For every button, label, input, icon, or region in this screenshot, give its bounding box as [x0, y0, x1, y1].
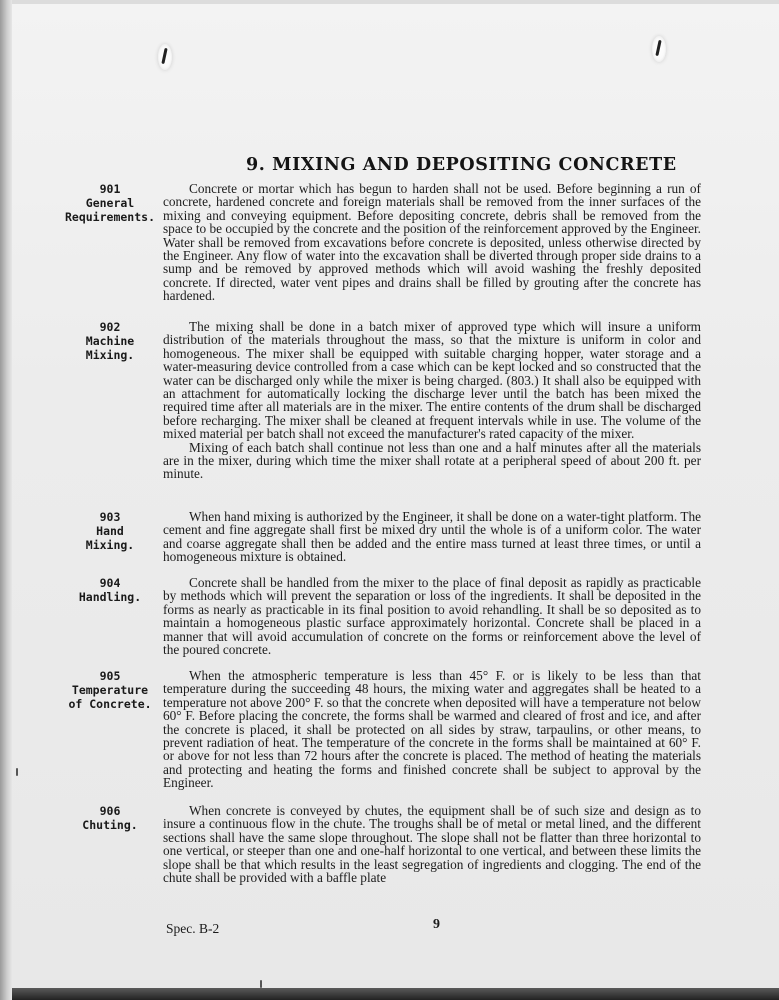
section-number: 903: [99, 510, 121, 524]
section-number: 901: [99, 182, 121, 196]
section-number: 905: [99, 669, 121, 683]
section-label-line2: of Concrete.: [68, 697, 152, 711]
section-side-heading: [60, 669, 160, 711]
section-label-line2: Mixing.: [85, 348, 135, 362]
paragraph: Mixing of each batch shall continue not less than one and a half minutes after all the materials are in the mixer, during which time the mixer shall rotate at a peripheral speed of about 200 ft. per minute.: [163, 439, 701, 482]
paragraph: Concrete or mortar which has begun to harden shall not be used. Before beginning a run of concrete, hardened concrete and foreign materials shall be removed from the inner surfaces of the mixing and conveying equipment. Before depositing concrete, debris shall be removed from the space to be occupied by the concrete and the position of the reinforcement approved by the Engineer. Water shall be removed from excavations before concrete is deposited, unless otherwise directed by the Engineer. Any flow of water into the excavation shall be diverted through proper side drains to a sump and be removed by approved methods which will avoid washing the freshly deposited concrete. If directed, water vent pipes and drains shall be filled by grouting after the concrete has hardened.: [163, 181, 701, 304]
scan-speck: [16, 768, 18, 776]
section-side-heading: [60, 182, 160, 224]
chapter-title: 9. MIXING AND DEPOSITING CONCRETE: [246, 155, 677, 175]
section-side-heading: [60, 320, 160, 362]
section-body: [163, 669, 701, 790]
footer-spec-label: Spec. B-2: [166, 921, 220, 936]
paragraph: When the atmospheric temperature is less than 45° F. or is likely to be less than that temperature during the succeeding 48 hours, the mixing water and aggregates shall be heated to a temperature not above 200° F. so that the concrete when deposited will have a temperature not below 60° F. Before placing the concrete, the forms shall be warmed and cleared of frost and ice, and after the concrete is placed, it shall be protected on all sides by straw, tarpaulins, or other means, to prevent radiation of heat. The temperature of the concrete in the forms shall be maintained at 60° F. or above for not less than 72 hours after the concrete is placed. The method of heating the materials and protecting and heating the forms and finished concrete shall be subject to approval by the Engineer.: [163, 668, 701, 791]
section-label-line1: Chuting.: [82, 818, 138, 832]
paragraph: The mixing shall be done in a batch mixer of approved type which will insure a uniform distribution of the materials throughout the mass, so that the mixture is uniform in color and homogeneous. The mixer shall be equipped with suitable charging hopper, water storage and a water-measuring device controlled from a case which can be kept locked and so constructed that the water can be discharged only while the mixer is being charged. (803.) It shall also be equipped with an attachment for automatically locking the discharge lever until the batch has been mixed the required time after all materials are in the mixer. The entire contents of the drum shall be discharged before recharging. The mixer shall be cleaned at frequent intervals while in use. The volume of the mixed material per batch shall not exceed the manufacturer's rated capacity of the mixer.: [163, 319, 701, 442]
section-number: 902: [99, 320, 121, 334]
section-label-line1: Temperature: [71, 683, 149, 697]
paragraph: When concrete is conveyed by chutes, the equipment shall be of such size and design as to insure a continuous flow in the chute. The troughs shall be of metal or metal lined, and the different sections shall have the same slope throughout. The slope shall not be flatter than three horizontal to one vertical, or steeper than one and one-half horizontal to one vertical, and between these limits the slope shall be that which results in the least segregation of ingredients and clogging. The end of the chute shall be provided with a baffle plate: [163, 803, 701, 886]
section-body: [163, 804, 701, 884]
section-label-line2: Requirements.: [64, 210, 155, 224]
paragraph: Concrete shall be handled from the mixer to the place of final deposit as rapidly as practicable by methods which will prevent the separation or loss of the ingredients. It shall be deposited in the forms as nearly as practicable in its final position to avoid rehandling. It shall be so deposited as to maintain a homogeneous plastic surface approximately horizontal. Concrete shall be placed in a manner that will avoid accumulation of concrete on the forms or reinforcement above the level of the poured concrete.: [163, 575, 701, 658]
punch-hole-icon: [652, 36, 666, 62]
scan-speck: [260, 980, 262, 988]
section-side-heading: [60, 804, 160, 832]
section-side-heading: [60, 576, 160, 604]
section-label-line2: Mixing.: [85, 538, 135, 552]
section-body: [163, 320, 701, 481]
punch-hole-icon: [158, 44, 172, 70]
paragraph: When hand mixing is authorized by the Engineer, it shall be done on a water-tight platform. The cement and fine aggregate shall first be mixed dry until the whole is of a uniform color. The water and coarse aggregate shall then be added and the entire mass turned at least three times, or until a homogeneous mixture is obtained.: [163, 509, 701, 565]
section-body: [163, 576, 701, 656]
section-label-line1: Handling.: [78, 590, 142, 604]
section-label-line1: Hand: [96, 524, 124, 538]
footer-page-number: 9: [433, 917, 440, 932]
scanner-left-edge: [0, 0, 12, 1000]
section-number: 906: [99, 804, 121, 818]
section-body: [163, 510, 701, 564]
scanner-bottom-edge: [12, 988, 779, 1000]
section-label-line1: Machine: [85, 334, 135, 348]
section-label-line1: General: [85, 196, 135, 210]
section-side-heading: [60, 510, 160, 552]
section-body: [163, 182, 701, 303]
section-number: 904: [99, 576, 121, 590]
